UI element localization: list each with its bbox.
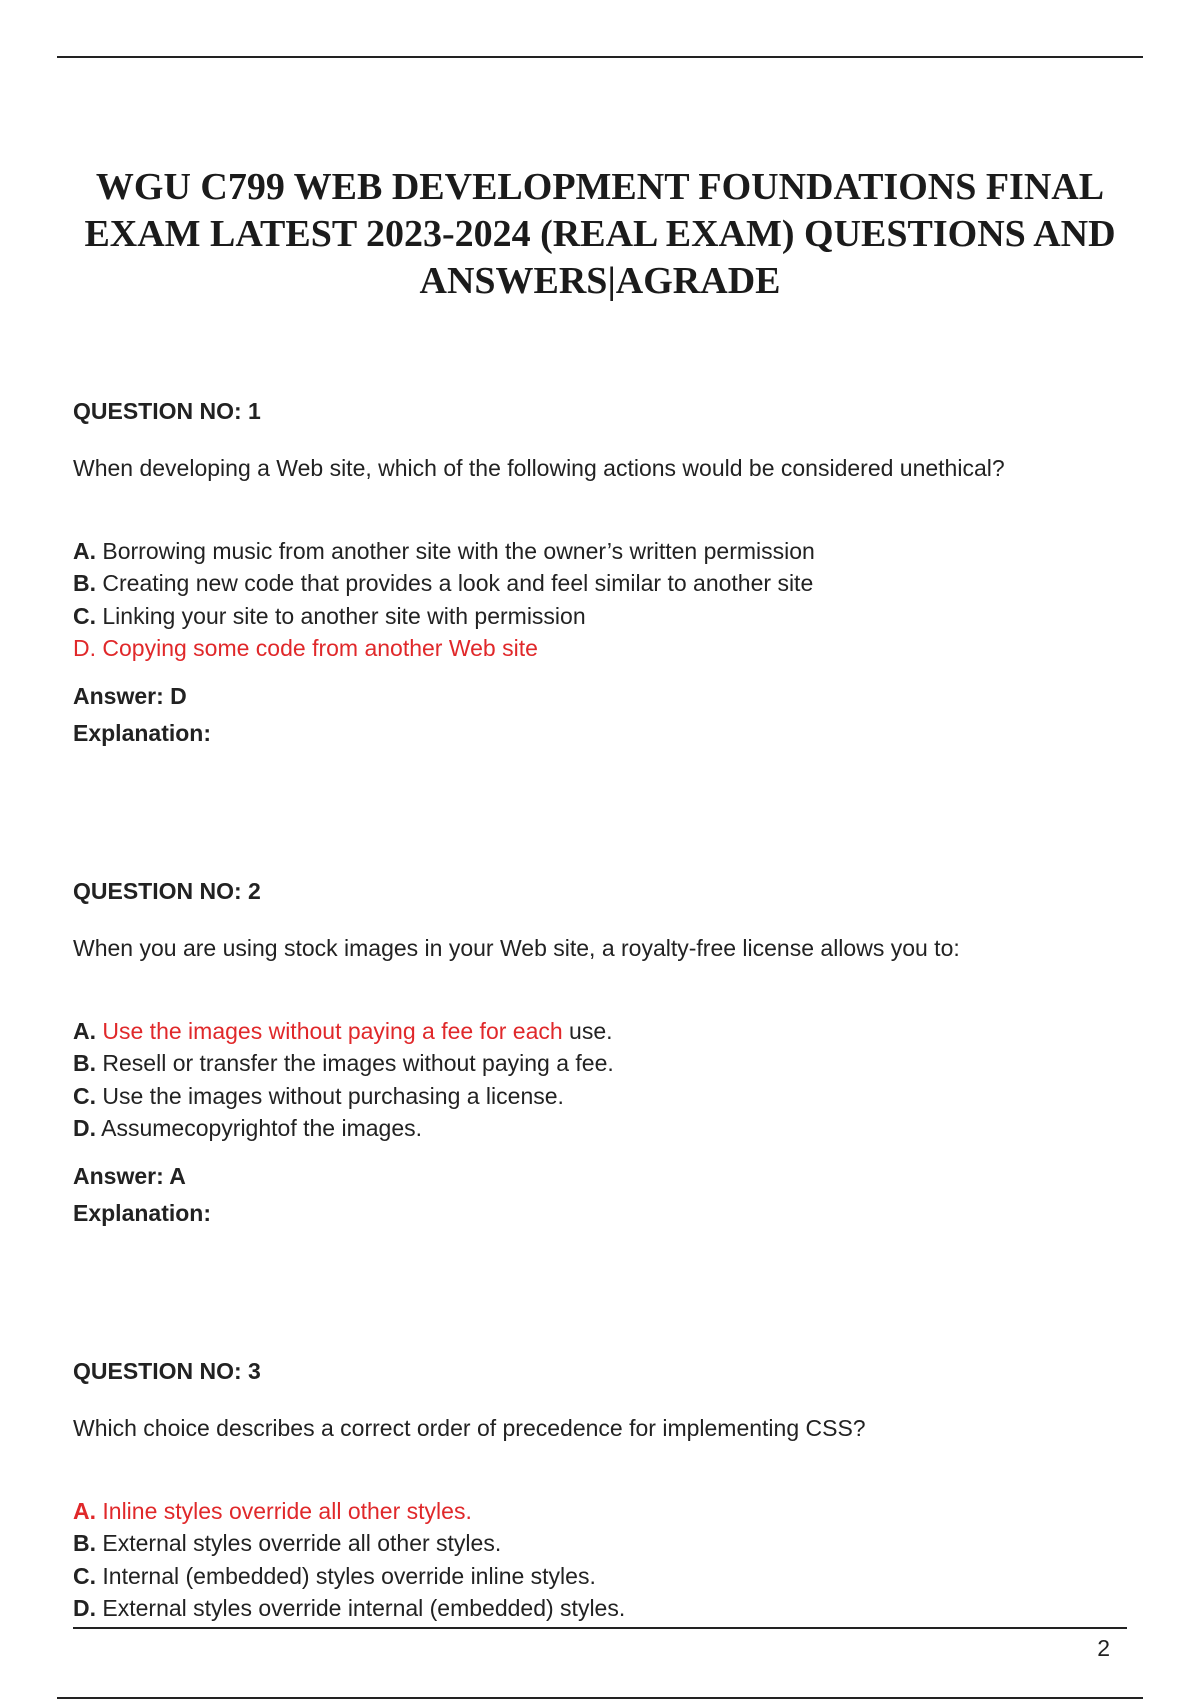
option-text: Resell or transfer the images without paying a fee. <box>102 1050 614 1077</box>
option-b <box>73 1047 614 1079</box>
question-heading: QUESTION NO: 2 <box>73 878 261 904</box>
option-c <box>73 1560 625 1592</box>
option-text: Assumecopyrightof the images. <box>101 1114 423 1141</box>
option-text: Inline styles override all other styles. <box>102 1498 472 1524</box>
option-c <box>73 1080 614 1112</box>
options-list <box>73 1015 614 1144</box>
question-text: When developing a Web site, which of the following actions would be considered unethical? <box>73 455 1005 481</box>
question-text: When you are using stock images in your Web site, a royalty-free license allows you to: <box>73 935 960 961</box>
question-3 <box>73 1358 1133 1621</box>
option-a-correct <box>73 1495 625 1527</box>
options-list <box>73 535 815 664</box>
option-letter: D. <box>73 1114 96 1141</box>
document-title: WGU C799 WEB DEVELOPMENT FOUNDATIONS FINAL EXAM LATEST 2023-2024 (REAL EXAM) QUESTIONS AND ANSWERS|AGRADE <box>84 166 1116 302</box>
option-text: Internal (embedded) styles override inline styles. <box>102 1562 596 1589</box>
question-heading: QUESTION NO: 3 <box>73 1358 261 1384</box>
option-text: Creating new code that provides a look and feel similar to another site <box>102 570 814 597</box>
option-text: Copying some code from another Web site <box>102 634 538 661</box>
option-d <box>73 1112 614 1144</box>
option-c <box>73 600 815 632</box>
option-text: Use the images without purchasing a license. <box>102 1082 564 1109</box>
footer-rule <box>73 1627 1127 1629</box>
option-letter: A. <box>73 1018 96 1044</box>
option-a <box>73 535 815 567</box>
options-list <box>73 1495 625 1624</box>
option-text: External styles override all other styles. <box>102 1530 502 1557</box>
option-a-correct <box>73 1015 614 1047</box>
answer-line: Answer: A <box>73 1163 186 1189</box>
answer-line: Answer: D <box>73 683 187 709</box>
option-text: Linking your site to another site with permission <box>102 602 586 629</box>
page-edge-rule <box>57 1697 1143 1699</box>
option-b <box>73 567 815 599</box>
explanation-label: Explanation: <box>73 1200 212 1226</box>
explanation-label: Explanation: <box>73 720 212 746</box>
option-b <box>73 1527 625 1559</box>
option-letter: C. <box>73 1082 96 1109</box>
option-letter: A. <box>73 1498 96 1524</box>
option-letter: C. <box>73 1562 96 1589</box>
option-letter: B. <box>73 570 96 597</box>
option-letter: B. <box>73 1530 96 1557</box>
option-letter: D. <box>73 634 96 661</box>
option-text: Borrowing music from another site with the owner’s written permission <box>102 538 815 564</box>
option-d-correct <box>73 632 815 664</box>
option-letter: C. <box>73 602 96 629</box>
page-number: 2 <box>1097 1635 1110 1661</box>
option-text-rest: use. <box>562 1018 613 1044</box>
question-heading: QUESTION NO: 1 <box>73 398 261 424</box>
question-1 <box>73 398 1133 746</box>
question-2 <box>73 878 1133 1226</box>
question-text: Which choice describes a correct order of precedence for implementing CSS? <box>73 1415 866 1441</box>
option-text-highlighted: Use the images without paying a fee for each <box>102 1018 563 1044</box>
option-text: External styles override internal (embedded) styles. <box>102 1594 626 1621</box>
option-d <box>73 1592 625 1624</box>
option-letter: B. <box>73 1050 96 1077</box>
option-letter: D. <box>73 1594 96 1621</box>
option-letter: A. <box>73 538 96 564</box>
header-rule <box>57 56 1143 58</box>
